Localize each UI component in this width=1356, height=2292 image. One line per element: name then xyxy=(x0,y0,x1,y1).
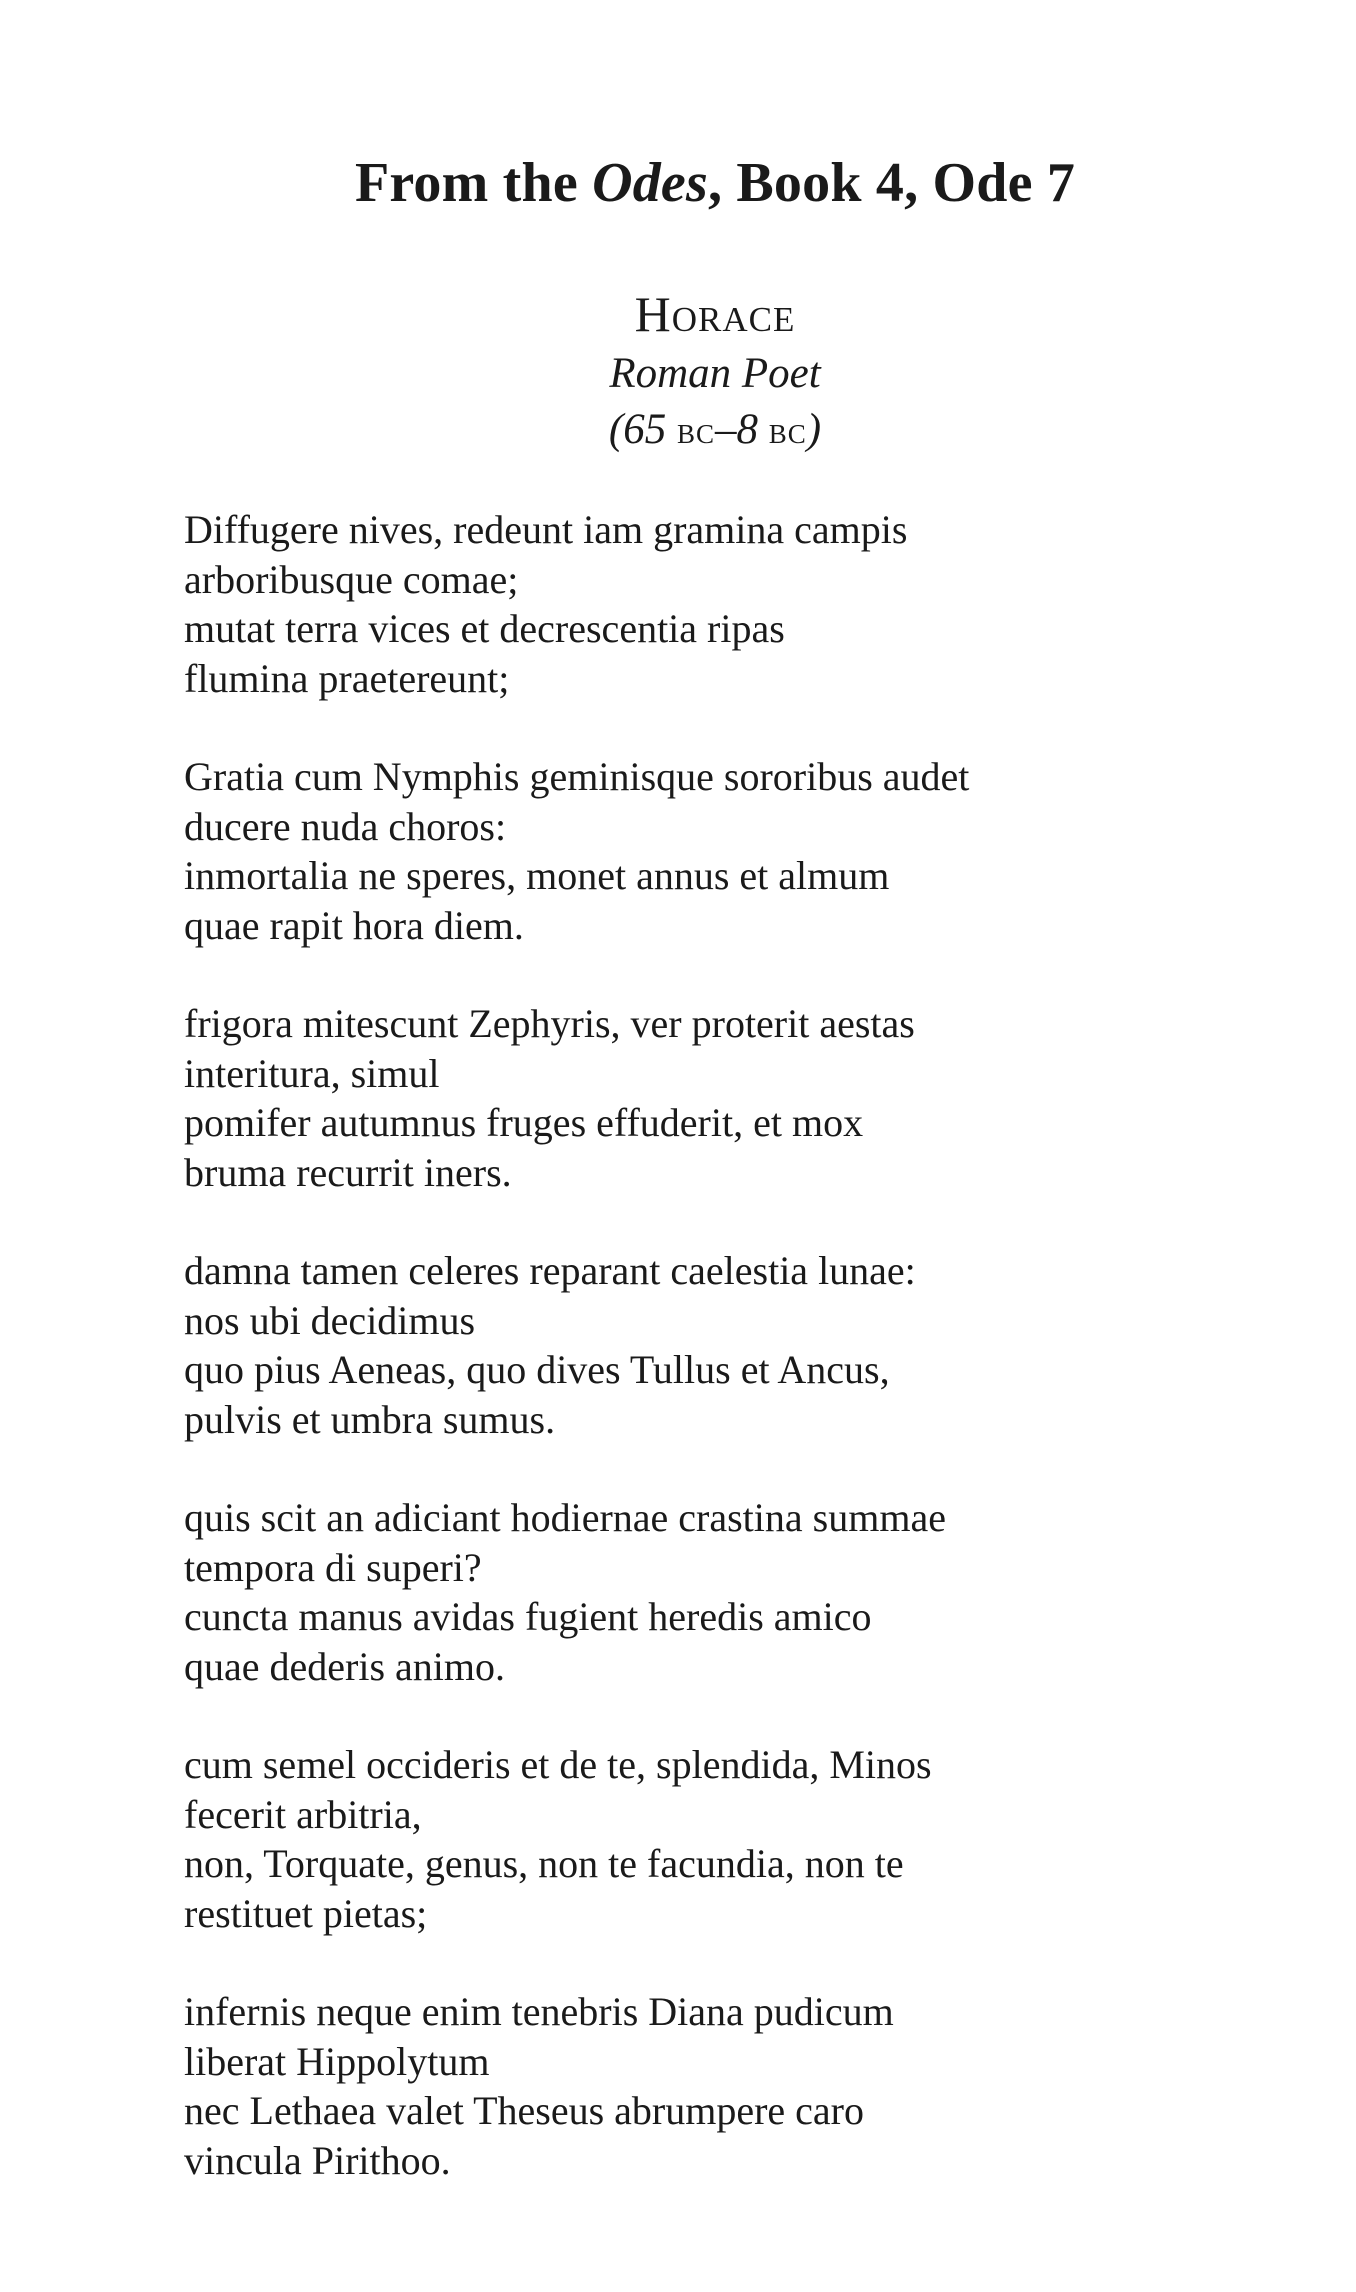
dates-open: (65 xyxy=(608,406,677,453)
poem-title xyxy=(0,150,1356,217)
stanza xyxy=(184,1493,1284,1691)
poem-line: quis scit an adiciant hodiernae crastina summae xyxy=(184,1495,946,1540)
poem-line: nec Lethaea valet Theseus abrumpere caro xyxy=(184,2088,864,2133)
poem-line: pomifer autumnus fruges effuderit, et mox xyxy=(184,1100,864,1145)
poem-line: mutat terra vices et decrescentia ripas xyxy=(184,606,785,651)
dates-era-1: bc xyxy=(676,410,715,452)
dates-close: ) xyxy=(806,406,822,453)
author-byline xyxy=(0,282,1356,459)
poem-line: Diffugere nives, redeunt iam gramina campis xyxy=(184,507,908,552)
poem-line: ducere nuda choros: xyxy=(184,803,507,849)
poem-line: pulvis et umbra sumus. xyxy=(184,1396,556,1442)
poem-line: restituet pietas; xyxy=(184,1890,428,1936)
poem-line: non, Torquate, genus, non te facundia, non te xyxy=(184,1841,904,1886)
poem-line: quae dederis animo. xyxy=(184,1643,505,1689)
title-prefix: From the xyxy=(354,152,593,214)
poem-line: cum semel occideris et de te, splendida, Minos xyxy=(184,1742,932,1787)
title-suffix: , Book 4, Ode 7 xyxy=(707,152,1076,214)
poem-line: tempora di superi? xyxy=(184,1544,482,1590)
stanza xyxy=(184,1987,1284,2185)
poem-line: Gratia cum Nymphis geminisque sororibus audet xyxy=(184,754,970,799)
poem-line: arboribusque comae; xyxy=(184,556,519,602)
author-name: Horace xyxy=(634,286,796,342)
poem-line: vincula Pirithoo. xyxy=(184,2137,451,2183)
poem-line: liberat Hippolytum xyxy=(184,2038,490,2084)
dates-mid: –8 xyxy=(715,406,769,453)
poem-body xyxy=(184,505,1284,2234)
author-dates xyxy=(0,402,1356,459)
title-work: Odes xyxy=(592,152,708,214)
poem-line: damna tamen celeres reparant caelestia lunae: xyxy=(184,1248,916,1293)
poem-line: frigora mitescunt Zephyris, ver proterit aestas xyxy=(184,1001,915,1046)
poem-line: inmortalia ne speres, monet annus et almum xyxy=(184,853,890,898)
stanza xyxy=(184,1740,1284,1938)
stanza xyxy=(184,505,1284,703)
poem-line: quae rapit hora diem. xyxy=(184,902,524,948)
poem-line: flumina praetereunt; xyxy=(184,655,510,701)
poem-line: fecerit arbitria, xyxy=(184,1791,422,1837)
poem-line: nos ubi decidimus xyxy=(184,1297,476,1343)
poem-line: infernis neque enim tenebris Diana pudicum xyxy=(184,1989,894,2034)
dates-era-2: bc xyxy=(768,410,807,452)
stanza xyxy=(184,999,1284,1197)
poem-line: bruma recurrit iners. xyxy=(184,1149,512,1195)
poem-line: cuncta manus avidas fugient heredis amico xyxy=(184,1594,872,1639)
stanza xyxy=(184,1246,1284,1444)
poem-line: quo pius Aeneas, quo dives Tullus et Ancus, xyxy=(184,1347,890,1392)
stanza xyxy=(184,752,1284,950)
poem-line: interitura, simul xyxy=(184,1050,440,1096)
author-role: Roman Poet xyxy=(609,350,821,397)
